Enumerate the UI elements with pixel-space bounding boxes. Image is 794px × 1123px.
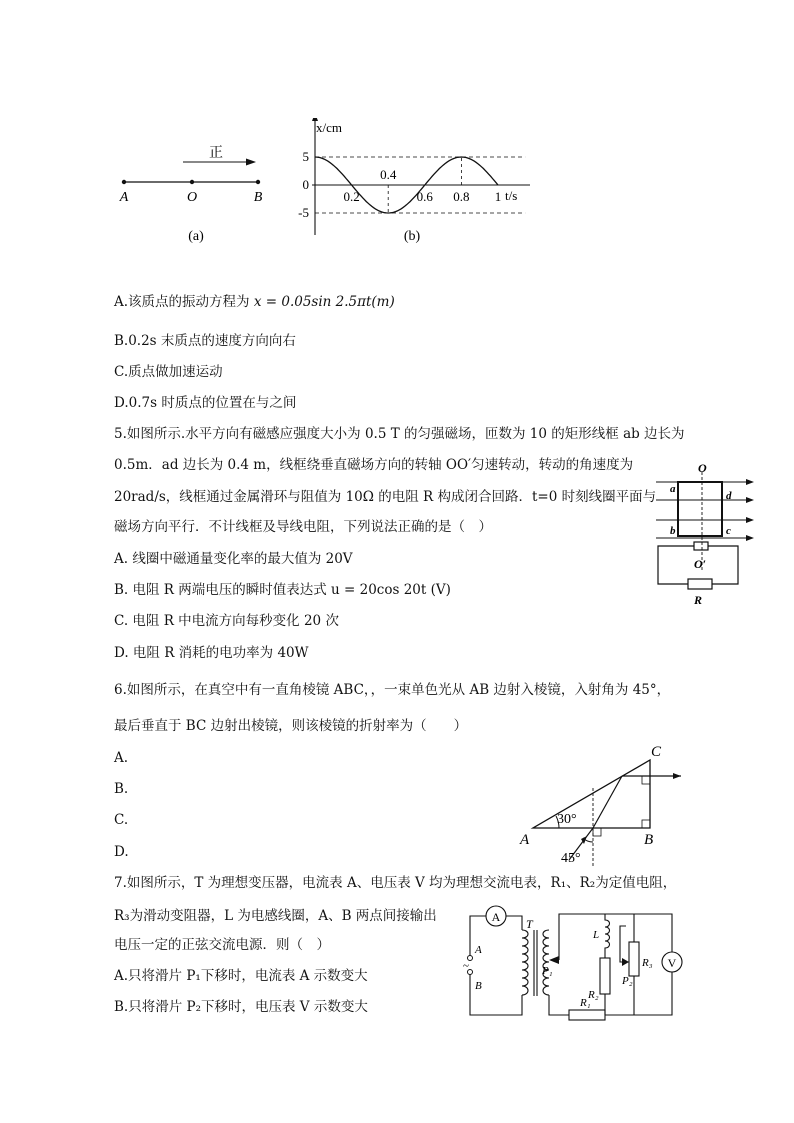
vibration-chart	[298, 118, 530, 235]
x-tick-label-above: 0.4	[380, 167, 397, 182]
right-angle-mark-b	[642, 820, 650, 828]
label-t: T	[526, 917, 533, 931]
point-b-dot	[256, 180, 260, 184]
slider-p2-wire	[620, 926, 629, 962]
x-tick-label: 0.2	[343, 189, 360, 204]
q4-option-a	[114, 293, 395, 311]
q4-option-a-text: A.该质点的振动方程为	[114, 294, 250, 310]
figure-b	[290, 118, 530, 248]
label-d: d	[726, 490, 732, 502]
point-o-dot	[190, 180, 194, 184]
slider-p1-arrow	[549, 956, 559, 964]
label-b: B	[644, 832, 654, 848]
resistor-r2	[600, 958, 610, 994]
label-b-terminal: B	[475, 980, 482, 992]
point-o-label: O	[186, 190, 198, 205]
inductor-l	[605, 914, 610, 958]
exit-ray-arrow	[673, 773, 681, 779]
x-tick-label: 0.6	[416, 189, 433, 204]
y-tick-label: 5	[302, 149, 309, 164]
x-tick-label: 0.8	[453, 189, 470, 204]
label-c: c	[726, 525, 731, 537]
q7-stem-line-2: R₃为滑动变阻器，L 为电感线圈，A、B 两点间接输出	[114, 908, 437, 924]
q5-stem-line-3: 20rad/s，线框通过金属滑环与阻值为 10Ω 的电阻 R 构成闭合回路．t=0 时刻线圈平面与	[114, 489, 657, 505]
resistor-r3	[629, 942, 639, 976]
label-r1: R₁	[580, 997, 591, 1009]
q6-option-b: B.	[114, 781, 129, 797]
resistor-r1	[569, 1010, 605, 1020]
q5-option-d: D. 电阻 R 消耗的电功率为 40W	[114, 645, 309, 661]
q5-stem-line-1: 5.如图所示.水平方向有磁感应强度大小为 0.5 T 的匀强磁场，匝数为 10 的矩形线框 ab 边长为	[114, 426, 685, 442]
right-angle-mark-exit	[642, 776, 650, 784]
y-tick-label: 0	[302, 177, 309, 192]
q6-stem-line-1: 6.如图所示，在真空中有一直角棱镜 ABC，，一束单色光从 AB 边射入棱镜，入射角为 45°，	[114, 682, 671, 698]
label-c: C	[651, 744, 662, 760]
q5-option-c: C. 电阻 R 中电流方向每秒变化 20 次	[114, 613, 339, 629]
label-b: b	[670, 525, 676, 537]
label-p2: P₂	[622, 975, 633, 987]
label-a: a	[670, 483, 676, 495]
q5-option-b: B. 电阻 R 两端电压的瞬时值表达式 u = 20cos 20t (V)	[114, 582, 451, 598]
label-o-top: O	[698, 462, 707, 475]
label-p1: P₁	[542, 965, 553, 977]
q5-stem-line-4: 磁场方向平行．不计线框及导线电阻，下列说法正确的是（ ）	[114, 519, 492, 535]
voltmeter-label: V	[667, 956, 677, 970]
secondary-coil	[543, 930, 549, 995]
ac-source-symbol: ~	[463, 960, 469, 972]
figure-a-caption: (a)	[188, 229, 204, 244]
arrow-head	[246, 159, 256, 166]
y-tick-label: -5	[298, 205, 309, 220]
slip-rings	[694, 542, 708, 550]
point-b-label: B	[253, 190, 263, 205]
q7-stem-line-3: 电压一定的正弦交流电源．则（ ）	[114, 937, 330, 953]
label-l: L	[593, 929, 600, 941]
label-r: R	[694, 593, 703, 607]
q4-option-c: C.质点做加速运动	[114, 364, 223, 380]
q7-circuit-figure	[462, 900, 697, 1025]
positive-direction-label: 正	[209, 146, 223, 161]
q4-option-b: B.0.2s 末质点的速度方向向右	[114, 333, 296, 349]
q7-option-b: B.只将滑片 P₂下移时，电压表 V 示数变大	[114, 999, 368, 1015]
q7-option-a: A.只将滑片 P₁下移时，电流表 A 示数变大	[114, 968, 368, 984]
q6-option-d: D.	[114, 844, 129, 860]
resistor-r	[688, 579, 712, 589]
y-axis-label: x/cm	[316, 120, 342, 135]
primary-coil	[522, 930, 528, 995]
prism-triangle	[533, 760, 650, 828]
q5-stem-line-2: 0.5m．ad 边长为 0.4 m，线框绕垂直磁场方向的转轴 OO′匀速转动，转动的角速度为	[114, 457, 634, 473]
q6-stem-line-2: 最后垂直于 BC 边射出棱镜，则该棱镜的折射率为（ ）	[114, 718, 468, 734]
figure-b-caption: (b)	[403, 229, 421, 244]
coil-frame	[678, 482, 722, 536]
label-r2: R₂	[588, 989, 599, 1001]
label-o-bottom: O′	[694, 557, 707, 571]
refracted-ray	[593, 776, 622, 828]
q5-option-a: A. 线圈中磁通量变化率的最大值为 20V	[114, 551, 353, 567]
q5-coil-figure	[650, 462, 760, 610]
point-a-dot	[122, 180, 126, 184]
label-r3: R₃	[642, 957, 653, 969]
x-tick-label: 1	[494, 189, 502, 204]
primary-circuit	[470, 916, 522, 1015]
x-axis-label: t/s	[505, 188, 518, 203]
right-angle-mark-normal	[593, 828, 601, 836]
q6-option-c: C.	[114, 812, 129, 828]
label-angle-30: 30°	[557, 812, 577, 827]
q4-option-d: D.0.7s 时质点的位置在与之间	[114, 395, 297, 411]
label-a: A	[520, 832, 530, 848]
q7-stem-line-1: 7.如图所示，T 为理想变压器，电流表 A、电压表 V 均为理想交流电表，R₁、R₂为定值电阻，	[114, 875, 677, 891]
figure-a	[110, 135, 280, 250]
label-angle-45: 45°	[561, 851, 581, 866]
q6-prism-figure	[515, 738, 695, 873]
ammeter-label: A	[491, 910, 501, 924]
point-a-label: A	[119, 190, 129, 205]
label-a-terminal: A	[475, 944, 482, 956]
slider-p2-arrow	[622, 958, 629, 966]
field-arrowheads	[746, 479, 754, 541]
q6-option-a: A.	[114, 750, 129, 766]
q4-option-a-formula: x = 0.05sin 2.5πt(m)	[253, 294, 395, 310]
